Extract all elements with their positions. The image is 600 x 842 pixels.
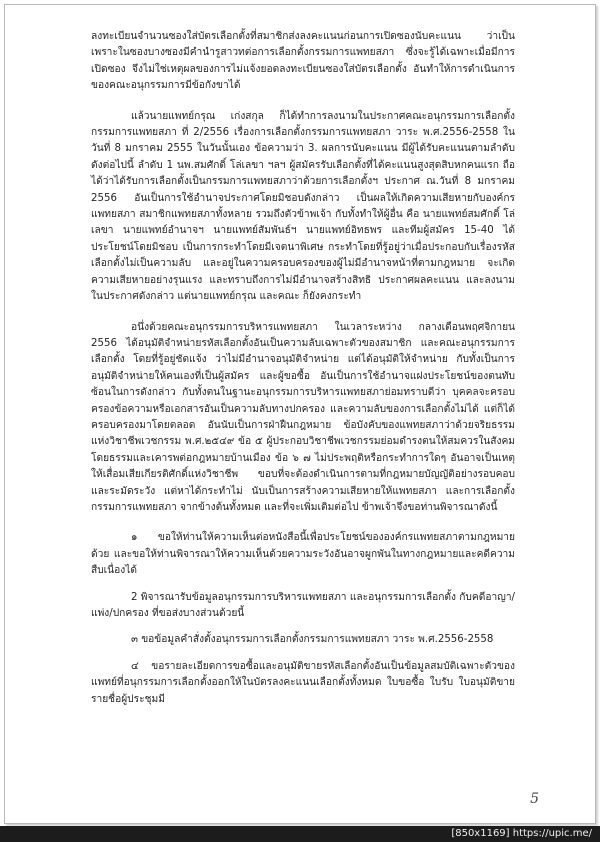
- request-item-3: ๓ ขอข้อมูลคำสั่งตั้งอนุกรรมการเลือกตั้งกรรมการแพทยสภา วาระ พ.ศ.2556-2558: [131, 634, 494, 646]
- document-page: [4, 4, 596, 824]
- paragraph-3: อนึ่งด้วยคณะอนุกรรมการบริหารแพทยสภา ในเวลาระหว่าง กลางเดือนพฤศจิกายน 2556 ได้อนุมัติจำหน่ายรหัสเลือกตั้งอันเป็นความลับเฉพาะตัวของสมาชิก และคณะอนุกรรมการเลือกตั้ง โดยที่รู้อยู่ชัดแจ้ง ว่าไม่มีอำนาจอนุมัติจำหน่าย แต่ได้อนุมัติให้จำหน่าย กับทั้งเป็นการอนุมัติจำหน่ายให้คนเองที่เป็นผู้สมัคร และผู้ขอซื้อ อันเป็นการใช้อำนาจแฝงประโยชน์ของตนทับซ้อนในการดังกล่าว กับทั้งตนในฐานะอนุกรรมการบริหารแพทยสภาย่อมทราบดีว่า บุคคลจะครอบครองข้อความหรือเอกสารอันเป็นความลับทางปกครอง และความลับของการเลือกตั้งไม่ได้ แต่ก็ได้ครอบครองมาโดยตลอด อันนับเป็นการฝ่าฝืนกฎหมาย ข้อบังคับของแพทยสภาว่าด้วยจริยธรรมแห่งวิชาชีพเวชกรรม พ.ศ.๒๕๔๙ ข้อ ๕ ผู้ประกอบวิชาชีพเวชกรรมย่อมดำรงตนให้สมควรในสังคมโดยธรรมและเคารพต่อกฎหมายบ้านเมือง ข้อ ๖ ๗ ไม่ประพฤติหรือกระทำการใดๆ อันอาจเป็นเหตุให้เสื่อมเสียเกียรติศักดิ์แห่งวิชาชีพ ขอบที่จะต้องดำเนินการตามที่กฎหมายบัญญัติอย่างรอบคอบและระมัดระวัง แต่หาได้กระทำไม่ นับเป็นการสร้างความเสียหายให้แพทยสภา และการเลือกตั้งกรรมการแพทยสภา จากข้างต้นทั้งหมด และที่จะเพิ่มเติมต่อไป ข้าพเจ้าจึงขอท่านพิจารณาดังนี้: [91, 321, 515, 513]
- request-item-4: ๔ ขอรายละเอียดการขอซื้อและอนุมัติขายรหัสเลือกตั้งอันเป็นข้อมูลสมบัติเฉพาะตัวของแพทย์ที่อนุกรรมการเลือกตั้งออกให้ในบัตรลงคะแนนเลือกตั้งทั้งหมด ใบขอซื้อ ใบรับ ใบอนุมัติขาย รายชื่อผู้ประชุมมี: [91, 660, 515, 705]
- paragraph-1: ลงทะเบียนจำนวนซองใส่บัตรเลือกตั้งที่สมาชิกส่งลงคะแนนก่อนการเปิดซองนับคะแนน ว่าเป็นเพราะในซองบางซองมีคำนำรูสาวทต่อการเลือกตั้งกรรมการแพทยสภา ซึ่งจะรู้ได้เฉพาะเมื่อมีการเปิดซอง จึงไม่ใช่เหตุผลของการไม่แจ้งยอดลงทะเบียนซองใส่บัตรเลือกตั้ง อันทำให้การดำเนินการของคณะอนุกรรมการมีข้อกังขาได้: [91, 31, 515, 92]
- page-number: 5: [530, 791, 539, 807]
- document-body: [91, 29, 515, 718]
- paragraph-2: แล้วนายแพทย์กรุณ เก่งสกุล ก็ได้ทำการลงนามในประกาศคณะอนุกรรมการเลือกตั้งกรรมการแพทยสภา ที่ 2/2556 เรื่องการเลือกตั้งกรรมการแพทยสภา วาระ พ.ศ.2556-2558 ในวันที่ 8 มกราคม 2555 ในวันนั้นเอง ข้อความว่า 3. ผลการนับคะแนน มีผู้ได้รับคะแนนตามลำดับดังต่อไปนี้ ลำดับ 1 นพ.สมศักดิ์ โล่เลขา ฯลฯ ผู้สมัครรับเลือกตั้งที่ได้คะแนนสูงสุดสิบหกคนแรก ถือได้ว่าได้รับการเลือกตั้งเป็นกรรมการแพทยสภาว่าด้วยการเลือกตั้งฯ ประกาศ ณ.วันที่ 8 มกราคม 2556 อันเป็นการใช้อำนาจประกาศโดยมิชอบดังกล่าว เป็นผลให้เกิดความเสียหายกับองค์กรแพทยสภา สมาชิกแพทยสภาทั้งหลาย รวมถึงตัวข้าพเจ้า กับทั้งทำให้ผู้อื่น คือ นายแพทย์สมศักดิ์ โล่เลขา นายแพทย์อำนาจฯ นายแพทย์สัมพันธ์ฯ นายแพทย์อิทธพร และทีมผู้สมัคร 15-40 ได้ประโยชน์โดยมิชอบ เป็นการกระทำโดยมีเจตนาพิเศษ กระทำโดยที่รู้อยู่ว่าเมื่อประกอบกับเรื่องรหัสเลือกตั้งไม่เป็นความลับ และอยู่ในความครอบครองของผู้ไม่มีอำนาจหน้าที่ตามกฎหมาย จะเกิดความเสียหายอย่างรุนแรง และทราบถึงการไม่มีอำนาจสร้างสิทธิ ประกาศผลคะแนน และลงนามในประกาศดังกล่าว แต่นายแพทย์กรุณ และคณะ ก็ยังคงกระทำ: [91, 110, 515, 303]
- image-host-watermark: [850x1169] https://upic.me/: [0, 826, 600, 842]
- request-item-1: ๑ ขอให้ท่านให้ความเห็นต่อหนังสือนี้เพื่อประโยชน์ขององค์กรแพทยสภาตามกฎหมายด้วย และขอให้ท่านพิจารณาให้ความเห็นด้วยความระวังอันอาจผูกพันในทางกฎหมายและคดีความสืบเนื่องได้: [91, 532, 515, 577]
- request-item-2: 2 พิจารณารับข้อมูลอนุกรรมการบริหารแพทยสภา และอนุกรรมการเลือกตั้ง กับคดีอาญา/แพ่ง/ปกครอง ที่ขอส่งบางส่วนด้วยนี้: [91, 591, 515, 619]
